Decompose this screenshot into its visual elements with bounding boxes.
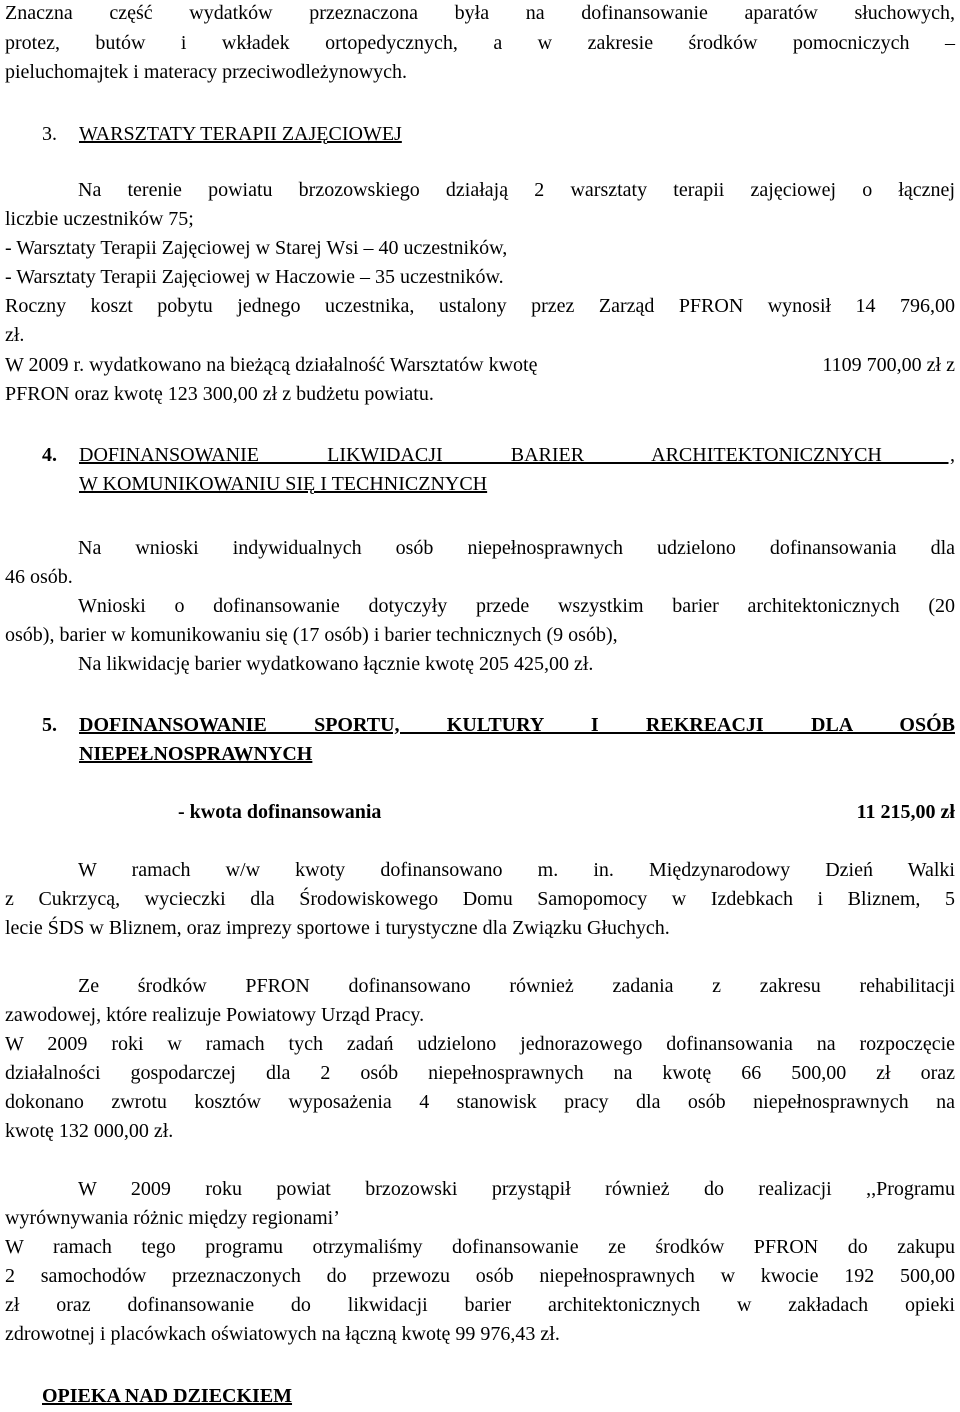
section-3-line-7: W 2009 r. wydatkowano na bieżącą działalność Warsztatów kwotę [5, 354, 538, 376]
section-4-title-line-1: DOFINANSOWANIE LIKWIDACJI BARIER ARCHITEKTONICZNYCH , [79, 444, 955, 466]
section-4-line-4: osób), barier w komunikowaniu się (17 osób) i barier technicznych (9 osób), [5, 624, 618, 646]
section-5-line-12: W ramach tego programu otrzymaliśmy dofinansowanie ze środków PFRON do zakupu [5, 1236, 955, 1258]
section-3-amount: 1109 700,00 zł z [822, 354, 955, 376]
section-4-line-5: Na likwidację barier wydatkowano łącznie kwotę 205 425,00 zł. [78, 653, 594, 675]
section-5-line-10: W 2009 roku powiat brzozowski przystąpił również do realizacji ,,Programu [78, 1178, 955, 1200]
intro-line-1: Znaczna część wydatków przeznaczona była na dofinansowanie aparatów słuchowych, [5, 2, 955, 24]
section-4-title-line-2: W KOMUNIKOWANIU SIĘ I TECHNICZNYCH [79, 473, 488, 495]
section-5-line-1: W ramach w/w kwoty dofinansowano m. in. Międzynarodowy Dzień Walki [78, 859, 955, 881]
section-5-line-4: Ze środków PFRON dofinansowano również zadania z zakresu rehabilitacji [78, 975, 955, 997]
section-5-line-11: wyrównywania różnic między regionami’ [5, 1207, 340, 1229]
section-5-number: 5. [42, 714, 57, 736]
section-5-line-6: W 2009 roki w ramach tych zadań udzielono jednorazowego dofinansowania na rozpoczęcie [5, 1033, 955, 1055]
section-5-line-13: 2 samochodów przeznaczonych do przewozu osób niepełnosprawnych w kwocie 192 500,00 [5, 1265, 955, 1287]
section-3-line-1: Na terenie powiatu brzozowskiego działają 2 warsztaty terapii zajęciowej o łącznej [78, 179, 955, 201]
section-5-line-14: zł oraz dofinansowanie do likwidacji barier architektonicznych w zakładach opieki [5, 1294, 955, 1316]
section-5-line-9: kwotę 132 000,00 zł. [5, 1120, 174, 1142]
section-3-number: 3. [42, 123, 57, 145]
funding-amount-value: 11 215,00 zł [856, 801, 955, 823]
section-3-title: WARSZTATY TERAPII ZAJĘCIOWEJ [79, 123, 402, 145]
section-3-line-4: - Warsztaty Terapii Zajęciowej w Haczowie – 35 uczestników. [5, 266, 504, 288]
section-4-line-1: Na wnioski indywidualnych osób niepełnosprawnych udzielono dofinansowania dla [78, 537, 955, 559]
section-3-line-8: PFRON oraz kwotę 123 300,00 zł z budżetu powiatu. [5, 383, 434, 405]
section-3-line-2: liczbie uczestników 75; [5, 208, 194, 230]
section-5-title-line-1: DOFINANSOWANIE SPORTU, KULTURY I REKREACJI DLA OSÓB [79, 714, 955, 736]
section-5-line-5: zawodowej, które realizuje Powiatowy Urząd Pracy. [5, 1004, 425, 1026]
funding-amount-label: - kwota dofinansowania [178, 801, 382, 823]
section-3-line-5: Roczny koszt pobytu jednego uczestnika, ustalony przez Zarząd PFRON wynosił 14 796,00 [5, 295, 955, 317]
section-4-line-2: 46 osób. [5, 566, 73, 588]
section-5-line-15: zdrowotnej i placówkach oświatowych na łączną kwotę 99 976,43 zł. [5, 1323, 560, 1345]
section-5-line-2: z Cukrzycą, wycieczki dla Środowiskowego Domu Samopomocy w Izdebkach i Bliznem, 5 [5, 888, 955, 910]
section-5-title-line-2: NIEPEŁNOSPRAWNYCH [79, 743, 313, 765]
section-4-line-3: Wnioski o dofinansowanie dotyczyły przede wszystkim barier architektonicznych (20 [78, 595, 955, 617]
section-3-line-6: zł. [5, 324, 25, 346]
section-5-line-7: działalności gospodarczej dla 2 osób niepełnosprawnych na kwotę 66 500,00 zł oraz [5, 1062, 955, 1084]
intro-line-2: protez, butów i wkładek ortopedycznych, a w zakresie środków pomocniczych – [5, 32, 955, 54]
section-5-line-8: dokonano zwrotu kosztów wyposażenia 4 stanowisk pracy dla osób niepełnosprawnych na [5, 1091, 955, 1113]
section-5-line-3: lecie ŚDS w Bliznem, oraz imprezy sportowe i turystyczne dla Związku Głuchych. [5, 917, 670, 939]
section-6-title: OPIEKA NAD DZIECKIEM [42, 1385, 293, 1407]
intro-line-3: pieluchomajtek i materacy przeciwodleżynowych. [5, 61, 408, 83]
section-3-line-3: - Warsztaty Terapii Zajęciowej w Starej Wsi – 40 uczestników, [5, 237, 508, 259]
section-4-number: 4. [42, 444, 57, 466]
